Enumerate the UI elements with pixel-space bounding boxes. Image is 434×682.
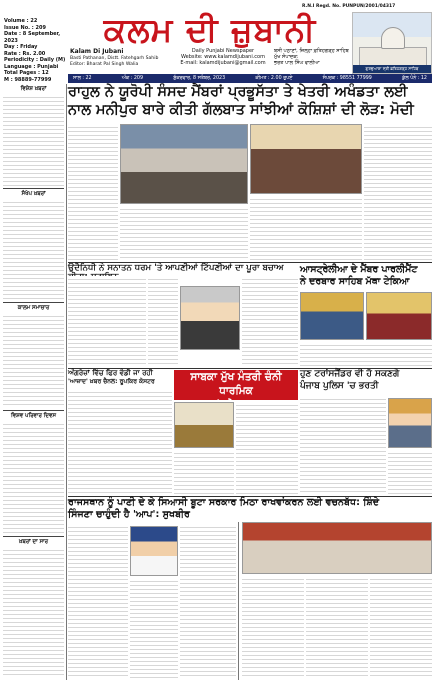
stalin-photo bbox=[180, 286, 240, 350]
rail-text-block bbox=[3, 547, 64, 675]
rajasthan-text-column bbox=[68, 524, 128, 678]
masthead-title: ਕਲਮ ਦੀ ਜ਼ੁਬਾਨੀ bbox=[103, 10, 317, 49]
rail-divider bbox=[3, 188, 64, 189]
transgender-text-block bbox=[388, 450, 432, 494]
stalin-text-column bbox=[68, 276, 146, 366]
editor-line: ਮੁੱਖ ਸੰਪਾਦਕ: bbox=[274, 54, 299, 61]
editor-line: ਭਰਤ ਪਾਲ ਸਿੰਘ ਵਾਲੀਆ bbox=[274, 60, 320, 67]
rail-divider bbox=[3, 410, 64, 411]
lead-headline: ਰਾਹੁਲ ਨੇ ਯੂਰੋਪੀ ਸੰਸਦ ਮੈਂਬਰਾਂ ਪ੍ਰਭੂਸੱਤਾ ਤੇ ਖੇਤਰੀ ਅਖੰਡਤਾ ਲਈ bbox=[68, 84, 408, 100]
address-line: Basti Pathanan, Distt. Fatehgarh Sahib bbox=[70, 56, 159, 61]
australia-headline: ਆਸਟ੍ਰੇਲੀਆ ਦੇ ਮੈਂਬਰ ਪਾਰਲੀਮੈਂਟ bbox=[300, 264, 418, 275]
australia-text-block bbox=[300, 342, 432, 366]
address-line: Editor: Bharat Pal Singh Walia bbox=[70, 61, 139, 67]
dateline-item: ਸ਼ੁੱਕਰਵਾਰ, 8 ਸਤੰਬਰ, 2023 bbox=[173, 76, 226, 81]
editor-line: ਬਸੀ ਪਠਾਣਾਂ, ਜ਼ਿਲ੍ਹਾ ਫ਼ਤਿਹਗੜ੍ਹ ਸਾਹਿਬ bbox=[274, 48, 349, 54]
right-text-column bbox=[364, 124, 432, 260]
channel-headline: ਅੰਗਰੇਜ਼ਾਂ ਵਿੱਚ ਫਿਰ ਵੰਡੀ ਜਾ ਰਹੀ bbox=[68, 369, 153, 377]
lead-text-column bbox=[68, 124, 118, 260]
contact-line: E-mail: kalamdijubani@gmail.com bbox=[180, 60, 266, 66]
photo-caption: ਗੁਰਦੁਆਰਾ ਸ੍ਰੀ ਫ਼ਤਿਹਗੜ੍ਹ ਸਾਹਿਬ bbox=[353, 65, 431, 73]
rail-text-block bbox=[3, 94, 64, 186]
contact-line: Daily Punjabi Newspaper bbox=[191, 48, 255, 54]
meta-line: Total Pages : 12 bbox=[4, 70, 49, 76]
transgender-text-block bbox=[300, 396, 386, 494]
masthead bbox=[2, 2, 432, 83]
rajasthan-text-column bbox=[180, 524, 236, 678]
newspaper-page bbox=[2, 2, 432, 680]
meta-line: Rate : Rs. 2.00 bbox=[4, 50, 46, 57]
meta-line: Date : 8 September, 2023 bbox=[4, 31, 61, 44]
dateline-item: ਅੰਕ : 209 bbox=[121, 76, 144, 81]
dateline-item: ਕੀਮਤ : 2.00 ਰੁਪਏ bbox=[255, 76, 293, 81]
rail-heading: ਕਾਲਮ ਸਮਾਚਾਰ bbox=[17, 305, 50, 311]
building-base bbox=[359, 47, 427, 67]
transgender-headline: ਹੁਣ ਟਰਾਂਸਜੈਂਡਰ ਵੀ ਹੋ ਸਕਣਗੇ bbox=[300, 369, 400, 379]
meta-line: M : 98889-77999 bbox=[4, 76, 52, 83]
stalin-text-column bbox=[242, 276, 298, 366]
rail-heading: ਖ਼ਬਰਾਂ ਦਾ ਸਾਰ bbox=[19, 539, 48, 545]
dateline-bar bbox=[68, 74, 432, 83]
dateline-item: ਸੰਪਰਕ : 98551 77999 bbox=[322, 76, 372, 81]
rail-text-block bbox=[3, 421, 64, 533]
meta-line: Volume : 22 bbox=[4, 18, 38, 24]
rail-heading: ਵਿਸ਼ਵ ਪਰਿਵਾਰ ਦਿਵਸ bbox=[11, 413, 56, 419]
issue-meta bbox=[4, 18, 66, 83]
lead-subheadline: ਨਾਲ ਮਨੀਪੁਰ ਬਾਰੇ ਕੀਤੀ ਗੱਲਬਾਤ ਸਾਂਝੀਆਂ ਕੋਸ਼ਿਸ਼ਾਂ ਦੀ ਲੋੜ: ਮੋਦੀ bbox=[68, 102, 414, 118]
meta-line: Language : Punjabi bbox=[4, 63, 59, 70]
dateline-item: ਸਾਲ : 22 bbox=[73, 76, 92, 81]
channi-headline-box bbox=[174, 370, 298, 400]
rajasthan-headline: ਰਾਜਸਥਾਨ ਨੂੰ ਪਾਣੀ ਦੇ ਕੇ ਸਿਆਸੀ ਬੂਟਾ ਸਰਕਾਰ ਮਿਠਾ ਰਾਖਵਾਂਕਰਨ ਲਈ ਵਚਨਬੱਧ: ਸ਼ਿੰਦੇ bbox=[68, 497, 380, 508]
australia-subheadline: ਨੇ ਦਰਬਾਰ ਸਾਹਿਬ ਮੱਥਾ ਟੇਕਿਆ bbox=[300, 276, 410, 287]
rail-heading: ਵਿਸ਼ੇਸ਼ ਖ਼ਬਰਾਂ bbox=[20, 86, 47, 92]
channi-text-block bbox=[174, 450, 234, 494]
sukhbir-photo bbox=[130, 526, 178, 576]
modi-text-block bbox=[250, 196, 362, 260]
rail-divider bbox=[3, 536, 64, 537]
meta-line: Periodicity : Daily (M) bbox=[4, 57, 66, 63]
masthead-contact bbox=[178, 48, 268, 66]
rail-text-block bbox=[3, 199, 64, 299]
rail-divider bbox=[3, 302, 64, 303]
shinde-text-column bbox=[306, 576, 368, 678]
dome-shape bbox=[381, 27, 405, 49]
stalin-headline: ਉਦੈਨਿਧੀ ਨੇ ਸਨਾਤਨ ਧਰਮ 'ਤੇ ਆਪਣੀਆਂ ਟਿੱਪਣੀਆਂ ਦਾ ਪੂਰਾ ਬਚਾਅ bbox=[68, 263, 284, 273]
channel-text-block bbox=[68, 389, 172, 493]
rajasthan-text-column bbox=[130, 578, 178, 678]
dateline-item: ਕੁੱਲ ਪੰਨੇ : 12 bbox=[402, 76, 427, 81]
channel-subheadline: 'ਆਜ਼ਾਦ' ਖ਼ਬਰ ਚੈਨਲ: ਰੂਪਕਿਰ ਕੋਸਟਰ bbox=[68, 378, 155, 385]
masthead-subtitle: Kalam Di Jubani bbox=[70, 48, 124, 55]
darbar-photo bbox=[300, 292, 364, 340]
lead-text-block bbox=[120, 206, 248, 260]
stalin-text-column bbox=[148, 276, 178, 366]
masthead-address bbox=[70, 56, 158, 67]
rajasthan-subheadline: ਸਿੰਜਣਾ ਚਾਹੁੰਦੀ ਹੈ 'ਆਪ': ਸੁਖਬੀਰ bbox=[68, 509, 190, 520]
meta-line: Day : Friday bbox=[4, 44, 38, 50]
rail-text-block bbox=[3, 313, 64, 407]
shinde-text-column bbox=[242, 576, 304, 678]
modi-photo bbox=[250, 124, 362, 194]
darbar-photo-2 bbox=[366, 292, 432, 340]
channi-headline: ਸਾਬਕਾ ਮੁੱਖ ਮੰਤਰੀ ਚੰਨੀ ਧਾਰਮਿਕ bbox=[190, 371, 282, 397]
gurdwara-photo bbox=[352, 12, 432, 74]
contact-line: Website: www.kalamdijubani.com bbox=[181, 54, 265, 60]
shinde-photo bbox=[242, 522, 432, 574]
registration-number: R.N.I Regd. No. PUNPUN/2001/04317 bbox=[302, 4, 396, 9]
lead-photo bbox=[120, 124, 248, 204]
rail-heading: ਸੰਖੇਪ ਖ਼ਬਰਾਂ bbox=[21, 191, 46, 197]
column-rule bbox=[66, 84, 67, 680]
minister-photo bbox=[388, 398, 432, 448]
channi-photo bbox=[174, 402, 234, 448]
shinde-text-column bbox=[370, 576, 432, 678]
meta-line: Issue No. : 209 bbox=[4, 24, 46, 31]
channi-text-block bbox=[236, 402, 298, 494]
left-rail bbox=[2, 84, 66, 680]
column-rule bbox=[238, 522, 239, 680]
masthead-editor bbox=[274, 48, 352, 67]
transgender-subheadline: ਪੰਜਾਬ ਪੁਲਿਸ 'ਚ ਭਰਤੀ bbox=[300, 381, 379, 391]
